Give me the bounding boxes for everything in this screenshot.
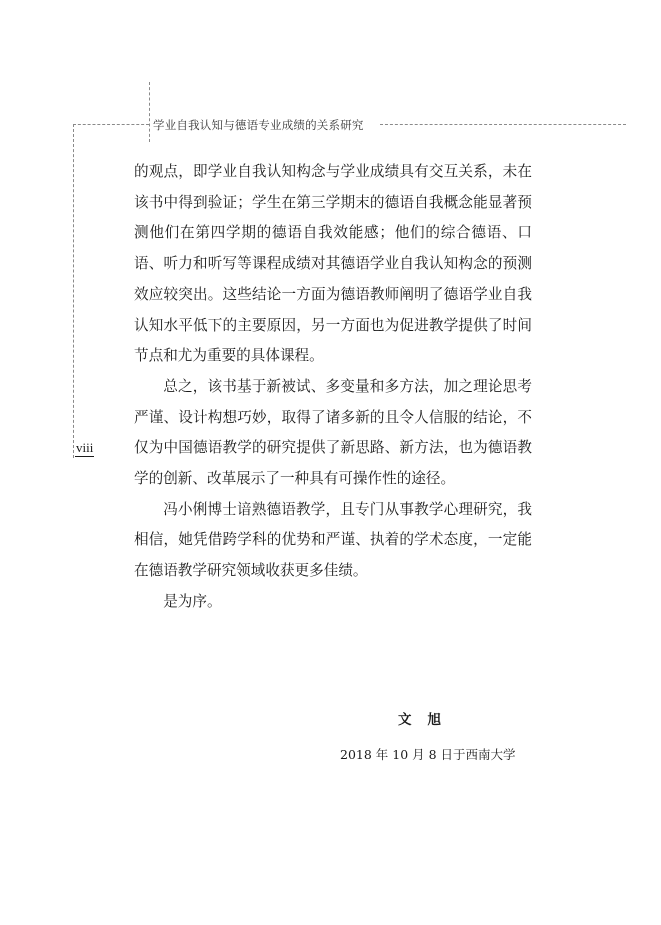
running-head-title: 学业自我认知与德语专业成绩的关系研究 — [153, 118, 364, 132]
paragraph: 的观点，即学业自我认知构念与学业成绩具有交互关系，未在该书中得到验证；学生在第三学期末的德语自我概念能显著预测他们在第四学期的德语自我效能感；他们的综合德语、口语、听力和听写等课程成绩对其德语学业自我认知构念的预测效应较突出。这些结论一方面为德语教师阐明了德语学业自我认知水平低下的主要原因，另一方面也为促进教学提供了时间节点和尤为重要的具体课程。 — [134, 163, 532, 365]
paragraph: 总之，该书基于新被试、多变量和多方法，加之理论思考严谨、设计构想巧妙，取得了诸多新的且令人信服的结论，不仅为中国德语教学的研究提供了新思路、新方法，也为德语教学的创新、改革展示了一种具有可操作性的途径。 — [134, 377, 532, 488]
author-signature: 文旭 — [398, 712, 457, 728]
page-number: viii — [76, 440, 94, 455]
frame-horizontal-dash-right — [380, 124, 626, 125]
frame-vertical-dash-left — [73, 124, 74, 458]
dateline: 2018 年 10 月 8 日于西南大学 — [340, 747, 516, 762]
paragraph: 冯小俐博士谙熟德语教学，且专门从事教学心理研究，我相信，她凭借跨学科的优势和严谨、执着的学术态度，一定能在德语教学研究领域收获更多佳绩。 — [134, 500, 532, 580]
frame-vertical-dash-top — [149, 82, 150, 142]
body-text — [134, 157, 532, 618]
frame-horizontal-dash-left — [73, 124, 149, 125]
paragraph: 是为序。 — [163, 592, 222, 610]
